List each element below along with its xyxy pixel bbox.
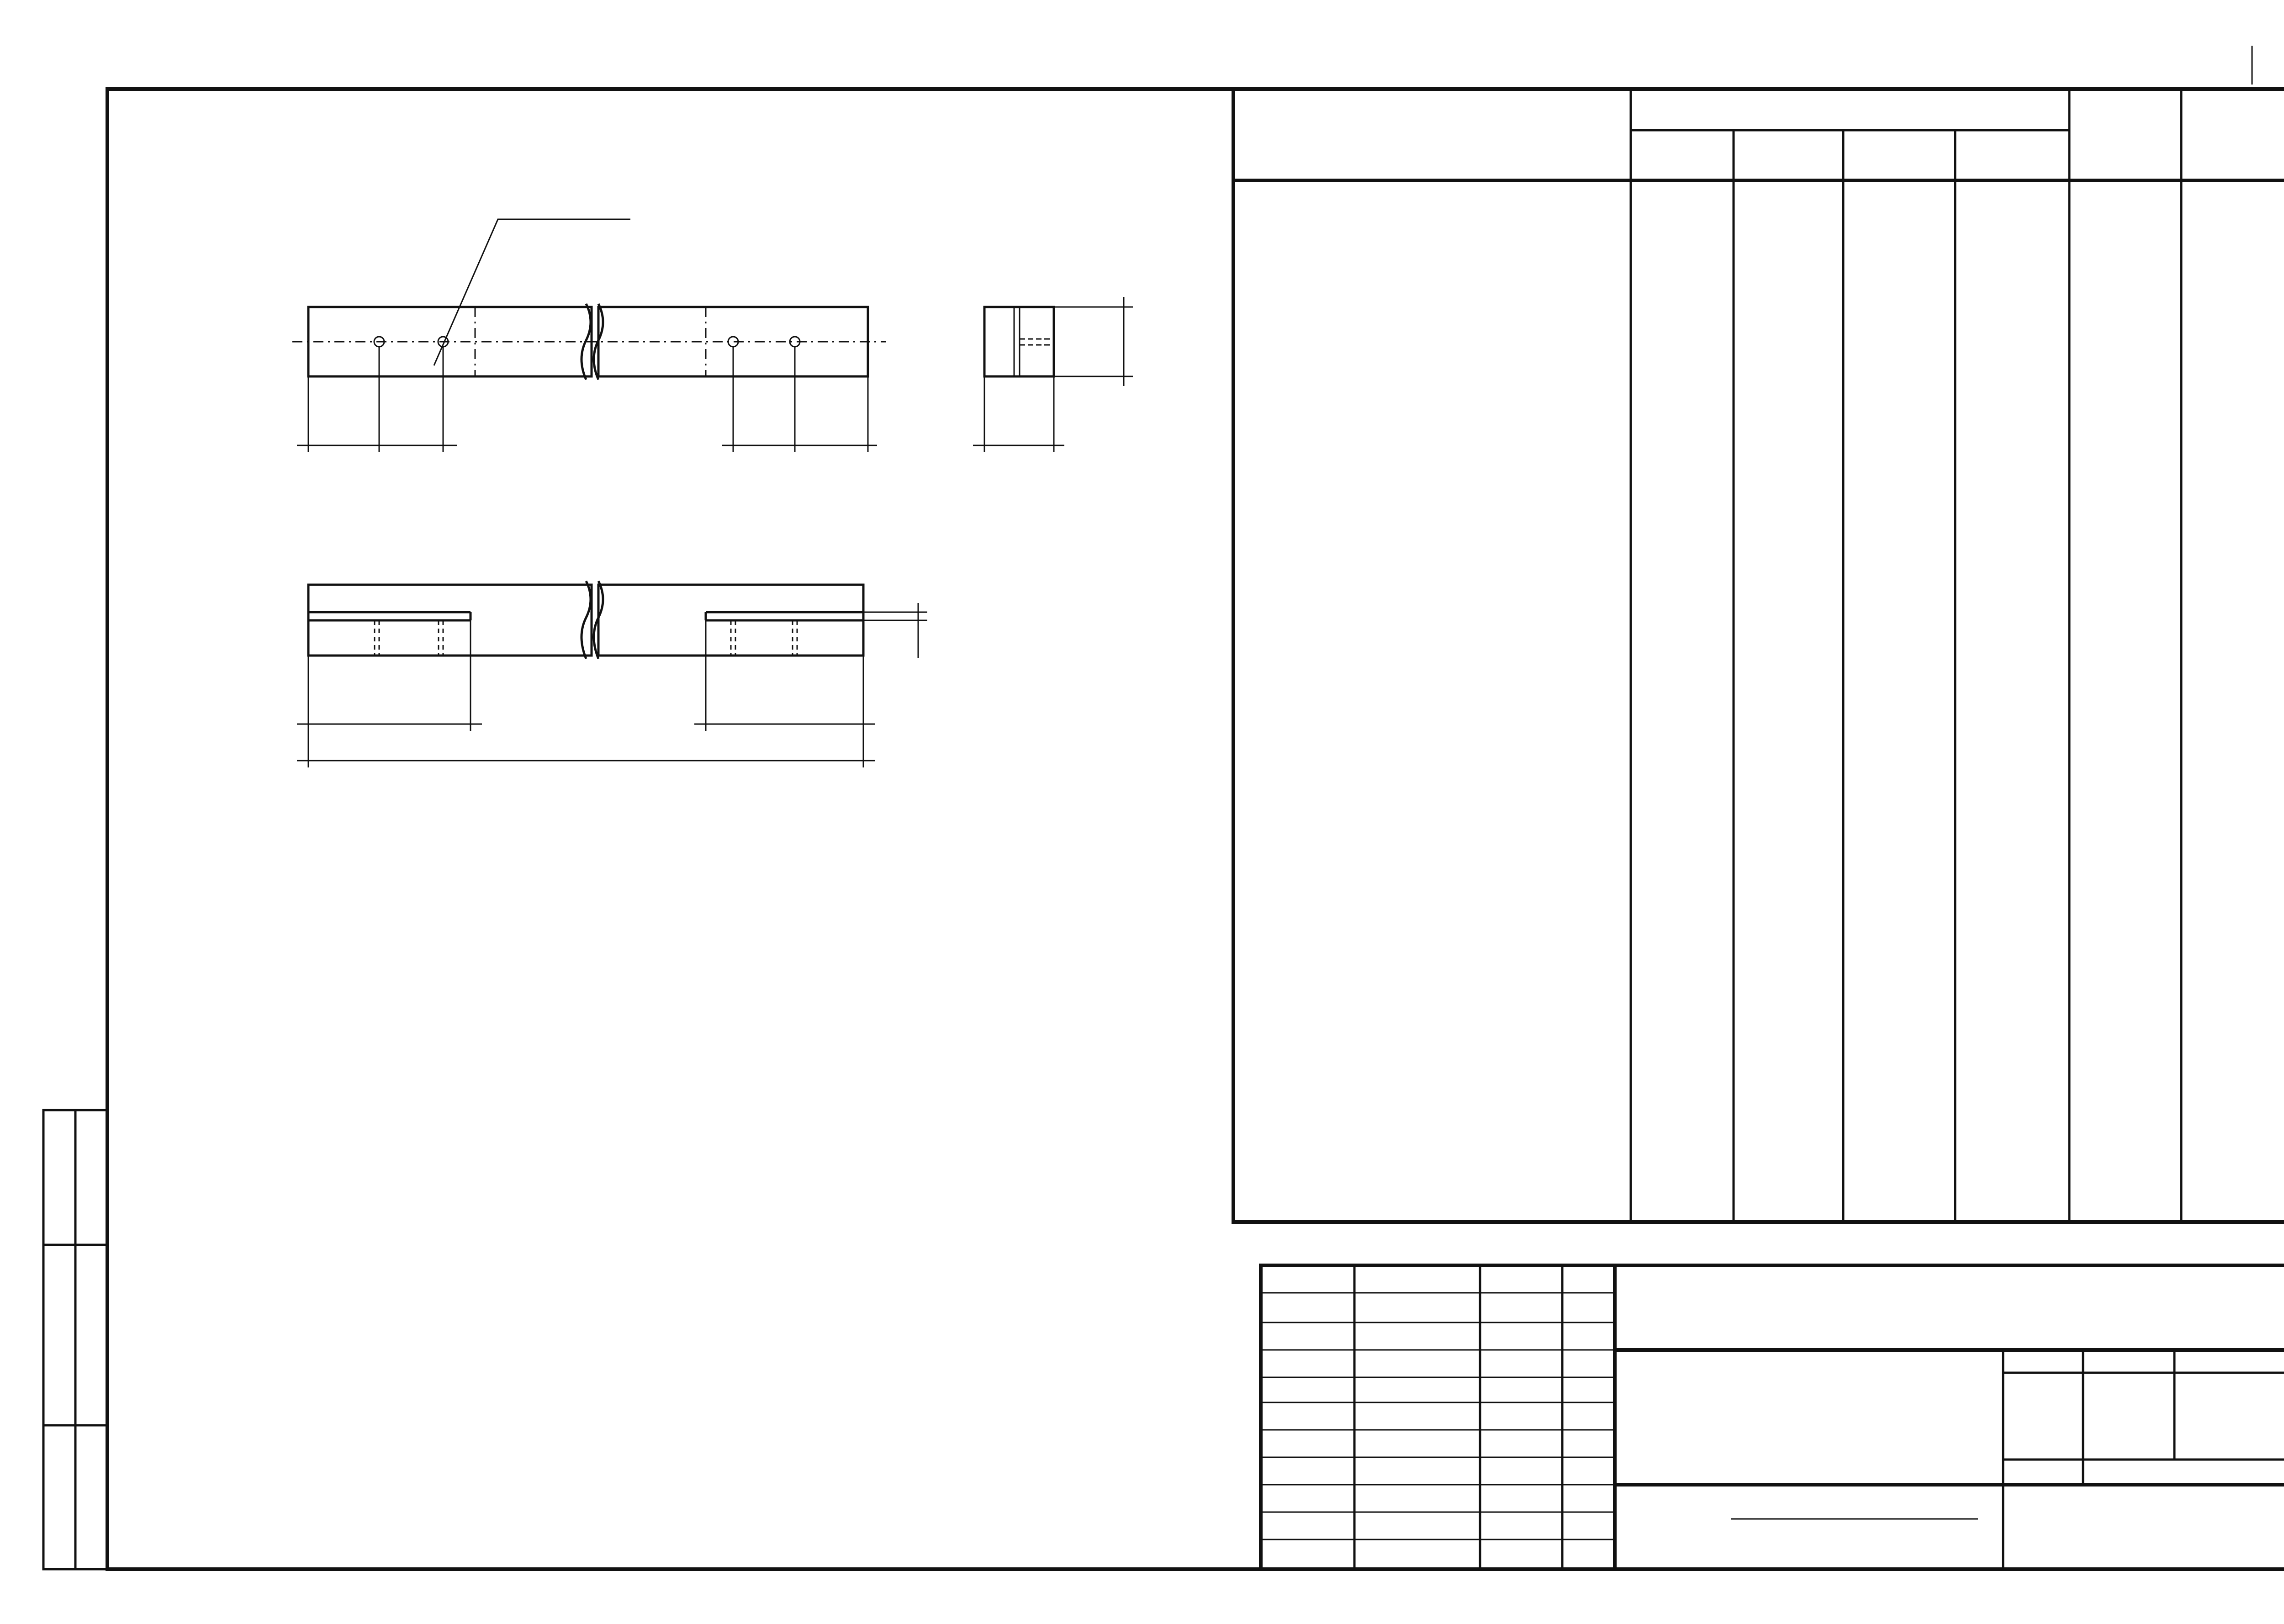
- side-stamp: [43, 1110, 107, 1569]
- beam-top-view: [292, 304, 886, 380]
- spec-table: [1233, 89, 2284, 1222]
- title-block: [1261, 1265, 2284, 1569]
- beam-side-view: [308, 581, 927, 659]
- holes-leader: [434, 219, 630, 365]
- top-view-dimensions: [297, 347, 877, 452]
- sheet-frame: [107, 89, 2284, 1569]
- side-view-dimensions: [297, 620, 875, 767]
- beam-cross-section: [973, 297, 1133, 452]
